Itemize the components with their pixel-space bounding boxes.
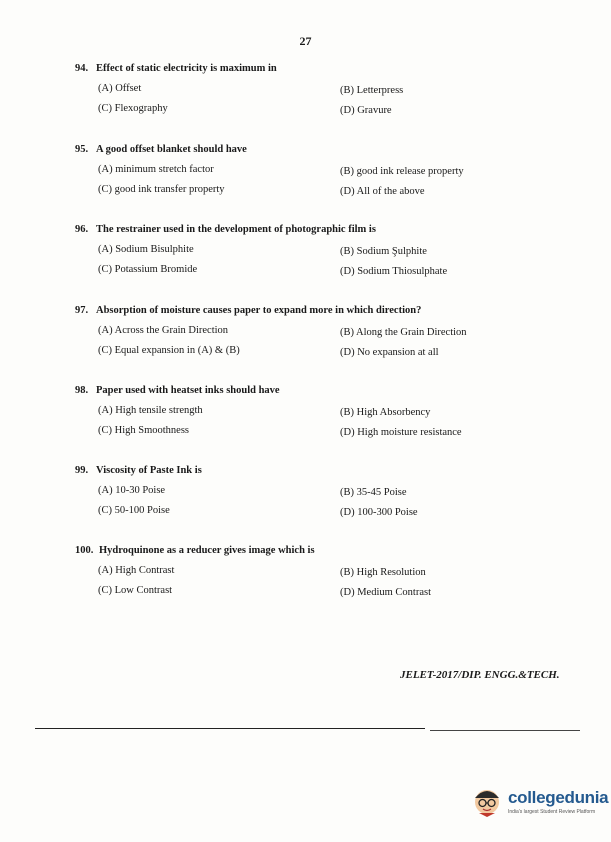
question-stem: Effect of static electricity is maximum in <box>96 63 277 74</box>
question-number: 94. <box>75 63 89 74</box>
question-text <box>75 463 555 479</box>
divider-right <box>430 730 580 731</box>
question-number: 100. <box>75 545 94 556</box>
question-96 <box>75 222 555 281</box>
question-text <box>75 142 555 158</box>
option-d: (D) All of the above <box>340 186 425 197</box>
logo-wordmark: collegedunia <box>508 787 609 807</box>
question-text <box>75 61 555 77</box>
option-c: (C) Potassium Bromide <box>98 264 198 275</box>
option-b: (B) Letterpress <box>340 85 404 96</box>
option-a: (A) 10-30 Poise <box>98 485 166 496</box>
option-b: (B) 35-45 Poise <box>340 487 407 498</box>
option-d: (D) High moisture resistance <box>340 427 462 438</box>
question-stem: A good offset blanket should have <box>96 144 247 155</box>
option-c: (C) Flexography <box>98 103 168 114</box>
collegedunia-logo <box>470 784 608 818</box>
exam-code-footer: JELET-2017/DIP. ENGG.&TECH. <box>400 669 560 681</box>
question-95 <box>75 142 555 201</box>
option-d: (D) Medium Contrast <box>340 587 431 598</box>
question-94 <box>75 61 555 120</box>
question-number: 96. <box>75 224 89 235</box>
option-d: (D) Gravure <box>340 105 392 116</box>
question-text <box>75 543 555 559</box>
option-b: (B) High Absorbency <box>340 407 431 418</box>
option-b: (B) High Resolution <box>340 567 426 578</box>
question-number: 98. <box>75 385 89 396</box>
divider-left <box>35 728 425 729</box>
option-a: (A) Offset <box>98 83 142 94</box>
option-a: (A) minimum stretch factor <box>98 164 214 175</box>
option-a: (A) High tensile strength <box>98 405 203 416</box>
option-b: (B) Sodium Şulphite <box>340 246 427 257</box>
question-text <box>75 303 555 319</box>
question-stem: Absorption of moisture causes paper to expand more in which direction? <box>96 305 422 316</box>
question-100 <box>75 543 555 602</box>
question-number: 97. <box>75 305 89 316</box>
mascot-icon <box>470 784 504 818</box>
option-d: (D) Sodium Thiosulphate <box>340 266 448 277</box>
question-stem: The restrainer used in the development of photographic film is <box>96 224 376 235</box>
option-a: (A) Sodium Bisulphite <box>98 244 194 255</box>
option-b: (B) good ink release property <box>340 166 464 177</box>
option-d: (D) 100-300 Poise <box>340 507 418 518</box>
option-a: (A) High Contrast <box>98 565 175 576</box>
question-number: 95. <box>75 144 89 155</box>
option-c: (C) 50-100 Poise <box>98 505 170 516</box>
question-97 <box>75 303 555 362</box>
option-b: (B) Along the Grain Direction <box>340 327 467 338</box>
question-99 <box>75 463 555 522</box>
question-number: 99. <box>75 465 89 476</box>
question-text <box>75 383 555 399</box>
option-c: (C) High Smoothness <box>98 425 190 436</box>
page-number: 27 <box>299 34 312 48</box>
option-c: (C) Low Contrast <box>98 585 173 596</box>
option-c: (C) Equal expansion in (A) & (B) <box>98 345 240 356</box>
option-a: (A) Across the Grain Direction <box>98 325 229 336</box>
option-d: (D) No expansion at all <box>340 347 439 358</box>
option-c: (C) good ink transfer property <box>98 184 225 195</box>
question-stem: Hydroquinone as a reducer gives image which is <box>99 545 315 556</box>
question-text <box>75 222 555 238</box>
question-stem: Viscosity of Paste Ink is <box>96 465 202 476</box>
logo-tagline: India's largest Student Review Platform <box>508 808 596 815</box>
question-stem: Paper used with heatset inks should have <box>96 385 280 396</box>
question-98 <box>75 383 555 442</box>
